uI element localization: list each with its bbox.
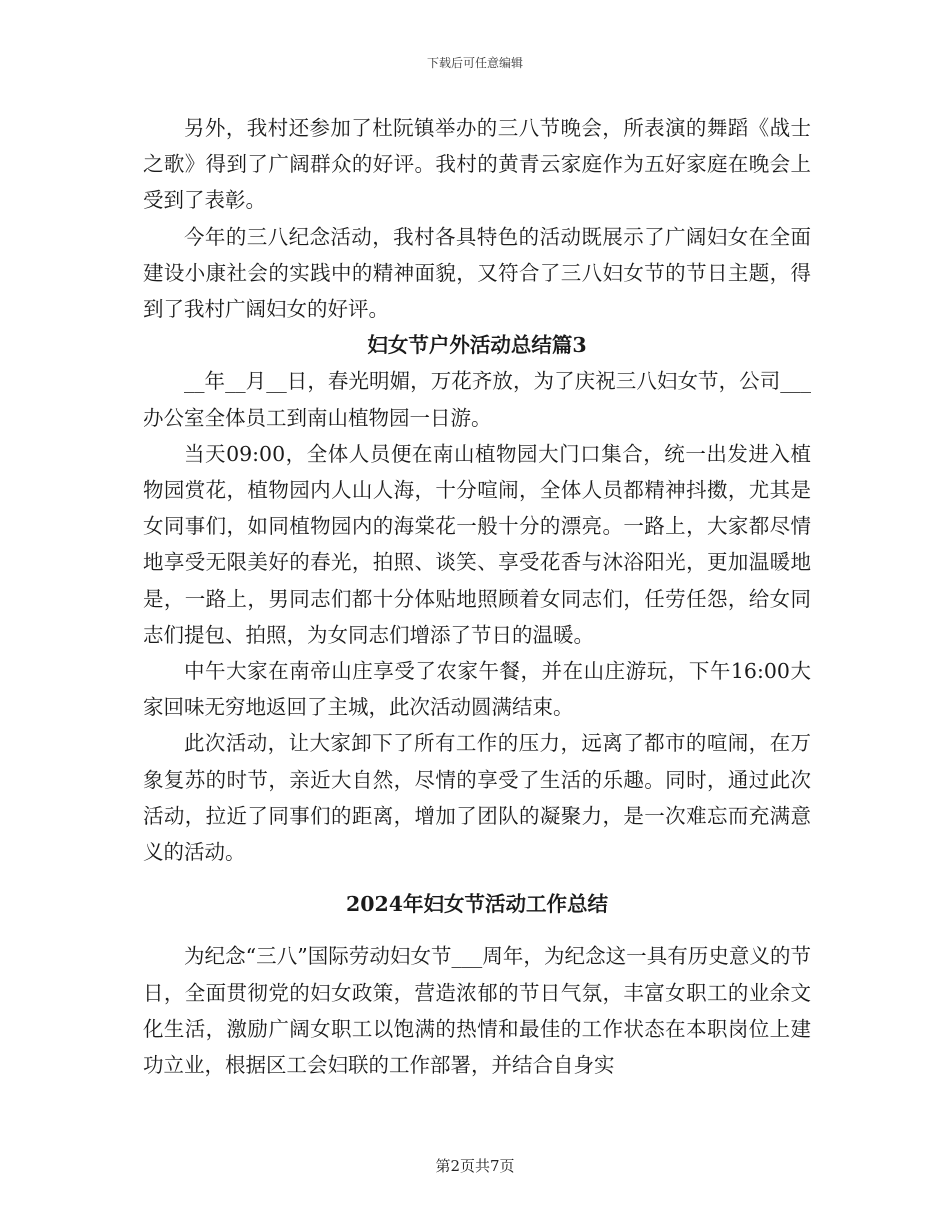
paragraph-6: 此次活动，让大家卸下了所有工作的压力，远离了都市的喧闹，在万象复苏的时节，亲近大自然，尽情的享受了生活的乐趣。同时，通过此次活动，拉近了同事们的距离，增加了团队的凝聚力，是一次难忘而充满意义的活动。 <box>143 731 811 865</box>
paragraph-3: __年__月__日，春光明媚，万花齐放，为了庆祝三八妇女节，公司___办公室全体员工到南山植物园一日游。 <box>143 369 811 430</box>
paragraph-5: 中午大家在南帝山庄享受了农家午餐，并在山庄游玩，下午16:00大家回味无穷地返回了主城，此次活动圆满结束。 <box>143 659 811 720</box>
paragraph-2: 今年的三八纪念活动，我村各具特色的活动既展示了广阔妇女在全面建设小康社会的实践中的精神面貌，又符合了三八妇女节的节日主题，得到了我村广阔妇女的好评。 <box>143 224 811 322</box>
paragraph-7: 为纪念“三八”国际劳动妇女节___周年，为纪念这一具有历史意义的节日，全面贯彻党的妇女政策，营造浓郁的节日气氛，丰富女职工的业余文化生活，激励广阔女职工以饱满的热情和最佳的工作状态在本职岗位上建功立业，根据区工会妇联的工作部署，并结合自身实 <box>143 944 811 1078</box>
section-heading-1: 妇女节户外活动总结篇3 <box>367 333 587 358</box>
paragraph-4: 当天09:00，全体人员便在南山植物园大门口集合，统一出发进入植物园赏花，植物园内人山人海，十分喧闹，全体人员都精神抖擞，尤其是女同事们，如同植物园内的海棠花一般十分的漂亮。一路上，大家都尽情地享受无限美好的春光，拍照、谈笑、享受花香与沐浴阳光，更加温暖地是，一路上，男同志们都十分体贴地照顾着女同志们，任劳任怨，给女同志们提包、拍照，为女同志们增添了节日的温暖。 <box>143 441 811 647</box>
document-body <box>143 110 811 1083</box>
paragraph-1: 另外，我村还参加了杜阮镇举办的三八节晚会，所表演的舞蹈《战士之歌》得到了广阔群众的好评。我村的黄青云家庭作为五好家庭在晚会上受到了表彰。 <box>143 116 811 213</box>
page-number-footer: 第2页共7页 <box>435 1157 515 1175</box>
header-note: 下载后可任意编辑 <box>426 56 523 70</box>
section-heading-2: 2024年妇女节活动工作总结 <box>345 892 609 917</box>
